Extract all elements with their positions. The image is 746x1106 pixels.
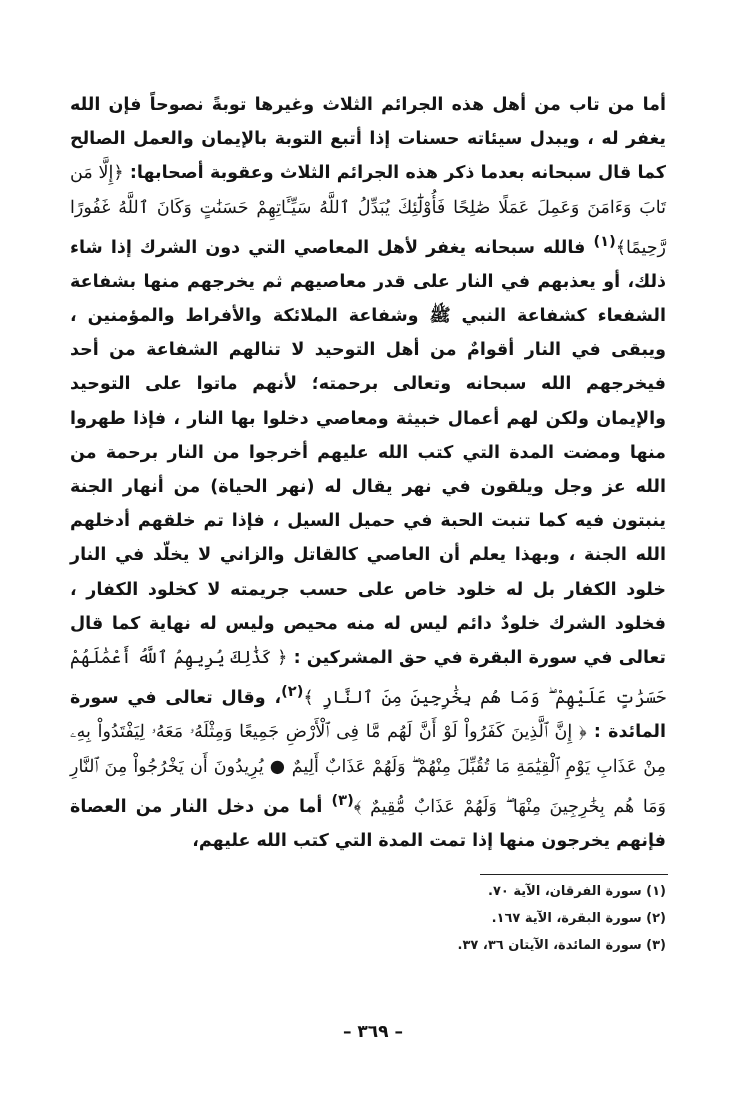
footnotes xyxy=(360,878,666,959)
page-number: – ٣٦٩ – xyxy=(343,1022,403,1042)
main-paragraph xyxy=(70,88,666,858)
footnote-2: (٢) سورة البقرة، الآية ١٦٧. xyxy=(491,911,666,926)
footnote-ref-1: (١) xyxy=(593,232,616,250)
footnote-ref-3: (٣) xyxy=(331,791,354,809)
footnote-ref-2: (٢) xyxy=(281,683,304,701)
quran-verse-furqan: ﴿إِلَّا مَن تَابَ وَءَامَنَ وَعَمِلَ عَمَلًا صَٰلِحًا فَأُوْلَٰٓئِكَ يُبَدِّلُ ٱللَّهُ سَيِّـَٔاتِهِمْ حَسَنَٰتٍ وَكَانَ ٱللَّهُ غَفُورًا رَّحِيمًا﴾ xyxy=(70,163,666,258)
text-segment-1: أما من تاب من أهل هذه الجرائم الثلاث وغيرها توبةً نصوحاً فإن الله يغفر له ، ويبدل سيئاته حسنات إذا أتبع التوبة بالإيمان والعمل الصالح كما قال سبحانه بعدما ذكر هذه الجرائم الثلاث وعقوبة أصحابها: xyxy=(70,95,666,184)
quran-verse-baqara: ﴿ كَذَٰلِكَ يُرِيهِمُ ٱللَّهُ أَعْمَٰلَهُمْ حَسَرَٰتٍ عَلَيْهِمْ ۖ وَمَا هُم بِخَٰرِجِينَ مِنَ ٱلنَّارِ ﴾ xyxy=(70,648,666,709)
text-segment-3: ، وقال تعالى في سورة المائدة : xyxy=(70,688,666,743)
text-segment-2: فالله سبحانه يغفر لأهل المعاصي التي دون الشرك إذا شاء ذلك، أو يعذبهم في النار على قدر معاصيهم ثم يخرجهم منها بشفاعة الشفعاء كشفاعة النبي ﷺ وشفاعة الملائكة والأفراط والمؤمنين ، ويبقى في النار أقوامٌ من أهل التوحيد لا تنالهم الشفاعة من أحد فيخرجهم الله سبحانه وتعالى برحمته؛ لأنهم ماتوا على التوحيد والإيمان ولكن لهم أعمال خبيثة ومعاصي دخلوا بها النار ، فإذا طهروا منها ومضت المدة التي كتب الله عليهم أخرجوا من النار برحمة من الله عز وجل ويلقون في نهر يقال له (نهر الحياة) من أنهار الجنة ينبتون فيه كما تنبت الحبة في حميل السيل ، فإذا تم خلقهم أدخلهم الله الجنة ، وبهذا يعلم أن العاصي كالقاتل والزاني لا يخلّد في النار خلود الكفار بل له خلود خاص على حسب جريمته لا كخلود الكفار ، فخلود الشرك خلودٌ دائم ليس له منه محيص وليس له نهاية كما قال تعالى في سورة البقرة في حق المشركين : xyxy=(70,237,666,669)
quran-verse-maida: ﴿ إِنَّ ٱلَّذِينَ كَفَرُواْ لَوْ أَنَّ لَهُم مَّا فِى ٱلْأَرْضِ جَمِيعًا وَمِثْلَهُۥ مَعَهُۥ لِيَفْتَدُواْ بِهِۦ مِنْ عَذَابِ يَوْمِ ٱلْقِيَٰمَةِ مَا تُقُبِّلَ مِنْهُمْ ۖ وَلَهُمْ عَذَابٌ أَلِيمٌ ● يُرِيدُونَ أَن يَخْرُجُواْ مِنَ ٱلنَّارِ وَمَا هُم بِخَٰرِجِينَ مِنْهَا ۖ وَلَهُمْ عَذَابٌ مُّقِيمٌ ﴾ xyxy=(70,722,666,817)
footnote-3: (٣) سورة المائدة، الآيتان ٣٦، ٣٧. xyxy=(457,938,666,953)
text-segment-4: أما من دخل النار من العصاة فإنهم يخرجون منها إذا تمت المدة التي كتب الله عليهم، xyxy=(70,796,666,851)
footnote-1: (١) سورة الفرقان، الآية ٧٠. xyxy=(488,884,666,899)
main-text xyxy=(70,88,666,858)
footnote-divider xyxy=(480,874,668,875)
